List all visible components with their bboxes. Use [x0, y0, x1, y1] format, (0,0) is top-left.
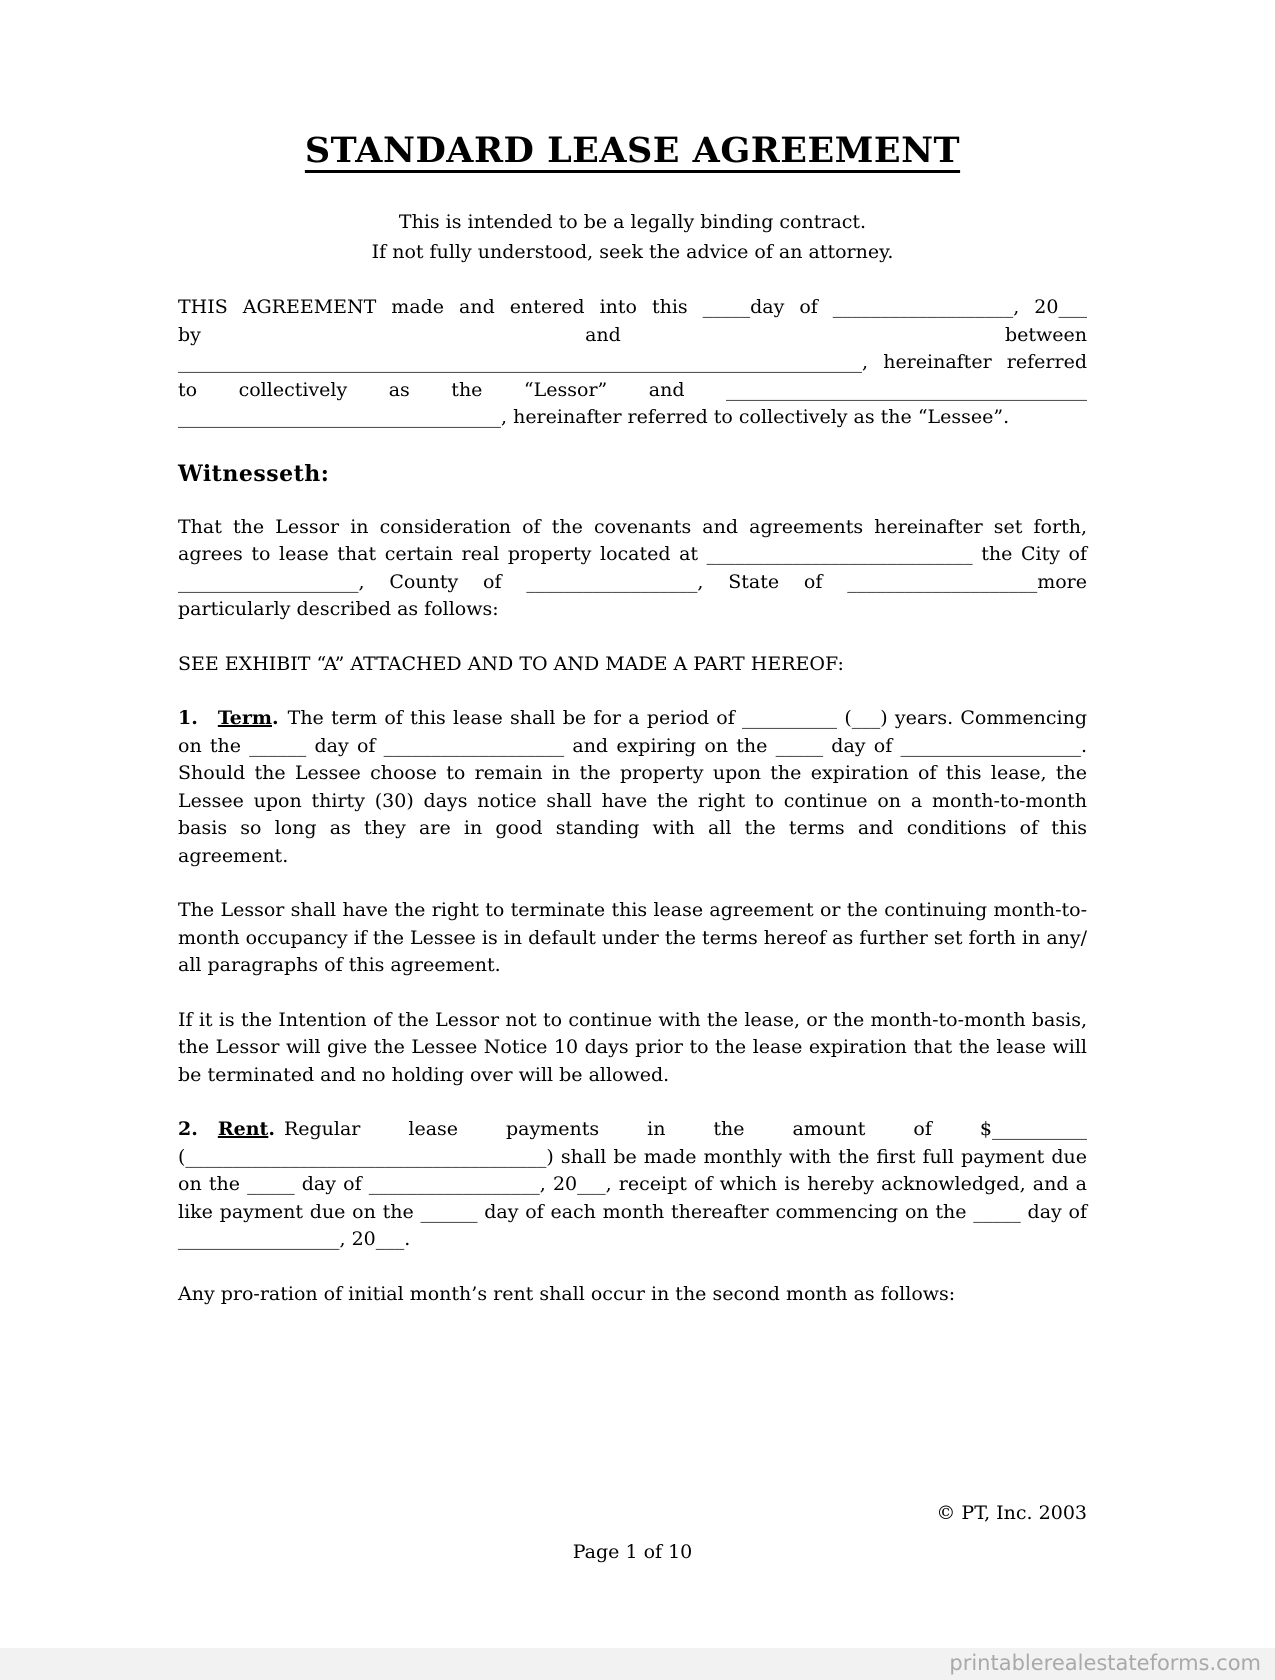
terminate-paragraph: The Lessor shall have the right to terminate this lease agreement or the continuing month-to-month occupancy if the Lessee is in default under the terms hereof as further set forth in any/ all paragraphs of this agreement. [178, 899, 1088, 976]
watermark-text: printablerealestateforms.com [949, 1651, 1261, 1675]
section-1-label-period: . [272, 707, 279, 729]
section-2-text: Regular lease payments in the amount of $__________ (______________________________________) shall be made monthly with the first full payment due on the _____ day of __________________, 20___, receipt of which is hereby acknowledged, and a like payment due on the ______ day of each month thereafter commencing on the _____ day of _________________, 20___. [178, 1118, 1087, 1250]
section-1-number: 1. [178, 707, 198, 729]
consideration-paragraph: That the Lessor in consideration of the covenants and agreements hereinafter set forth, agrees to lease that certain real property located at ____________________________ the City of ___________________, County of __________________, State of ____________________more particularly described as follows: [178, 515, 1087, 620]
page-number: Page 1 of 10 [572, 1541, 693, 1563]
proration-paragraph: Any pro-ration of initial month’s rent shall occur in the second month as follows: [178, 1282, 956, 1305]
intention-paragraph: If it is the Intention of the Lessor not to continue with the lease, or the month-to-month basis, the Lessor will give the Lessee Notice 10 days prior to the lease expiration that the lease will be terminated and no holding over will be allowed. [178, 1008, 1087, 1086]
intro-line-1: THIS AGREEMENT made and entered into this _____day of ___________________, 20___ [178, 296, 1087, 318]
section-1-term [178, 705, 1087, 870]
section-2-label-period: . [268, 1118, 275, 1140]
document-title [178, 130, 1087, 171]
page-content [178, 0, 1087, 1308]
witnesseth-heading: Witnesseth: [178, 460, 330, 487]
intro-spread-line [178, 322, 1087, 350]
intro-paragraph [178, 294, 1087, 432]
subtitle-line-1: This is intended to be a legally binding contract. [398, 211, 867, 233]
watermark-bar [0, 1648, 1275, 1680]
section-1-text: The term of this lease shall be for a period of __________ (___) years. Commencing on the ______ day of ___________________ and expiring on the _____ day of ___________________. Should the Lessee choose to remain in the property upon the expiration of this lease, the Lessee upon thirty (30) days notice shall have the right to continue on a month-to-month basis so long as they are in good standing with all the terms and conditions of this agreement. [178, 707, 1087, 867]
spread-word-and: and [585, 323, 621, 346]
copyright-notice: © PT, Inc. 2003 [936, 1502, 1087, 1524]
exhibit-line: SEE EXHIBIT “A” ATTACHED AND TO AND MADE A PART HEREOF: [178, 652, 844, 675]
section-2-number: 2. [178, 1118, 198, 1140]
spread-word-by: by [178, 323, 201, 346]
intro-rest: ________________________________________________________________________, hereinafter referred to collectively as the “Lessor” and ______________________________________ __________________________________, hereinafter referred to collectively as the “Lessee”. [178, 351, 1087, 428]
section-2-label: Rent [217, 1118, 269, 1140]
document-subtitle [178, 207, 1087, 267]
subtitle-line-2: If not fully understood, seek the advice of an attorney. [371, 241, 894, 263]
document-title-text: STANDARD LEASE AGREEMENT [304, 130, 961, 171]
section-1-label: Term [217, 707, 273, 729]
section-2-rent [178, 1116, 1087, 1254]
spread-word-between: between [1004, 323, 1087, 346]
